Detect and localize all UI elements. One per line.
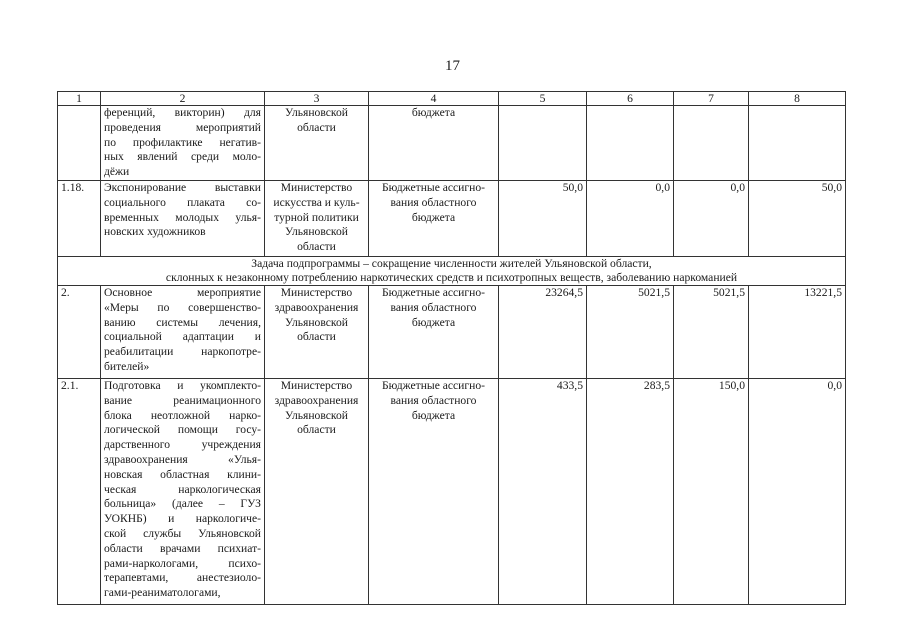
measure-description-line: области врачами психиат- [104,541,261,555]
funding-source [369,285,499,378]
value-total: 23264,5 [499,285,587,378]
task-row [58,256,846,285]
value-total: 433,5 [499,378,587,604]
header-cell: 6 [587,92,674,106]
value-year-3: 50,0 [749,180,846,256]
task-description [58,256,846,285]
header-row [58,92,846,106]
executor-line: Ульяновской [285,225,348,239]
measure-description-line: по профилактике негатив- [104,135,261,149]
header-cell: 1 [58,92,101,106]
measure-description-line: терапевтами, анестезиоло- [104,571,261,585]
measure-description-line: социальной адаптации и [104,330,261,344]
executor [265,180,369,256]
executor-line: области [297,330,336,344]
funding-source-line: вания областного [390,195,477,209]
header-cell: 5 [499,92,587,106]
measure-description-line: здравоохранения «Улья- [104,452,261,466]
table-row [58,285,846,378]
executor-line: Министерство [280,180,353,194]
funding-source-line: бюджета [411,106,456,119]
measure-description [101,180,265,256]
task-line: склонных к незаконному потреблению наркотических средств и психотропных веществ, заболеванию наркоманией [165,270,738,284]
funding-source [369,180,499,256]
measure-description-line: Основное мероприятие [104,285,261,299]
measure-description-line: Подготовка и укомплекто- [104,378,261,392]
measure-description-line: Экспонирование выставки [104,180,261,194]
executor-line: турной политики [274,210,359,224]
funding-source-line: бюджета [411,408,456,422]
value-year-1: 283,5 [587,378,674,604]
table-row [58,106,846,181]
executor-line: Министерство [280,378,353,392]
header-cell: 2 [101,92,265,106]
value-year-2 [674,106,749,181]
header-cell: 3 [265,92,369,106]
measure-description [101,285,265,378]
measure-description [101,106,265,181]
measure-description-line: проведения мероприятий [104,120,261,134]
measure-description-line: новская областная клини- [104,467,261,481]
funding-source [369,106,499,181]
task-line: Задача подпрограммы – сокращение численности жителей Ульяновской области, [251,256,652,270]
row-number: 2. [58,285,101,378]
measure-description-line: УОКНБ) и наркологиче- [104,512,261,526]
executor-line: здравоохранения [274,300,359,314]
table-row [58,180,846,256]
executor [265,378,369,604]
header-cell: 4 [369,92,499,106]
value-year-1: 5021,5 [587,285,674,378]
measure-description-line: гами-реаниматологами, [104,586,221,600]
measure-description-line: реабилитации наркопотре- [104,345,261,359]
header-cell: 7 [674,92,749,106]
measure-description-line: новских художников [104,225,206,239]
executor-line: здравоохранения [274,393,359,407]
value-year-2: 5021,5 [674,285,749,378]
executor-line: области [297,240,336,254]
value-year-2: 0,0 [674,180,749,256]
executor-line: Ульяновской [285,408,348,422]
measure-description-line: временных молодых улья- [104,210,261,224]
funding-source-line: бюджета [411,210,456,224]
executor-line: области [297,120,336,134]
measure-description-line: ской службы Ульяновской [104,526,261,540]
measure-description-line: «Меры по совершенство- [104,300,261,314]
value-year-1: 0,0 [587,180,674,256]
measure-description-line: дёжи [104,165,130,179]
executor-line: области [297,423,336,437]
measure-description-line: ванию системы лечения, [104,315,261,329]
funding-source-line: Бюджетные ассигно- [382,378,485,392]
executor [265,285,369,378]
page-number: 17 [445,58,460,74]
value-year-3: 0,0 [749,378,846,604]
funding-source-line: бюджета [411,315,456,329]
measure-description-line: блока неотложной нарко- [104,408,261,422]
executor-line: искусства и куль- [273,195,360,209]
header-cell: 8 [749,92,846,106]
row-number [58,106,101,181]
measure-description-line: дарственного учреждения [104,438,261,452]
value-year-3: 13221,5 [749,285,846,378]
value-total: 50,0 [499,180,587,256]
measure-description-line: ных явлений среди моло- [104,150,261,164]
program-table [57,91,846,605]
measure-description-line: социального плаката со- [104,195,261,209]
measure-description-line: логической помощи госу- [104,423,261,437]
value-year-2: 150,0 [674,378,749,604]
value-total [499,106,587,181]
funding-source-line: вания областного [390,300,477,314]
executor-line: Ульяновской [285,315,348,329]
executor [265,106,369,181]
measure-description-line: бителей» [104,359,150,373]
value-year-1 [587,106,674,181]
funding-source [369,378,499,604]
measure-description [101,378,265,604]
measure-description-line: больница» (далее – ГУЗ [104,497,261,511]
funding-source-line: Бюджетные ассигно- [382,180,485,194]
funding-source-line: вания областного [390,393,477,407]
funding-source-line: Бюджетные ассигно- [382,285,485,299]
measure-description-line: вание реанимационного [104,393,261,407]
table-row [58,378,846,604]
measure-description-line: рами-наркологами, психо- [104,556,261,570]
measure-description-line: ческая наркологическая [104,482,261,496]
row-number: 2.1. [58,378,101,604]
measure-description-line: ференций, викторин) для [104,106,261,119]
row-number: 1.18. [58,180,101,256]
executor-line: Министерство [280,285,353,299]
executor-line: Ульяновской [285,106,348,119]
value-year-3 [749,106,846,181]
